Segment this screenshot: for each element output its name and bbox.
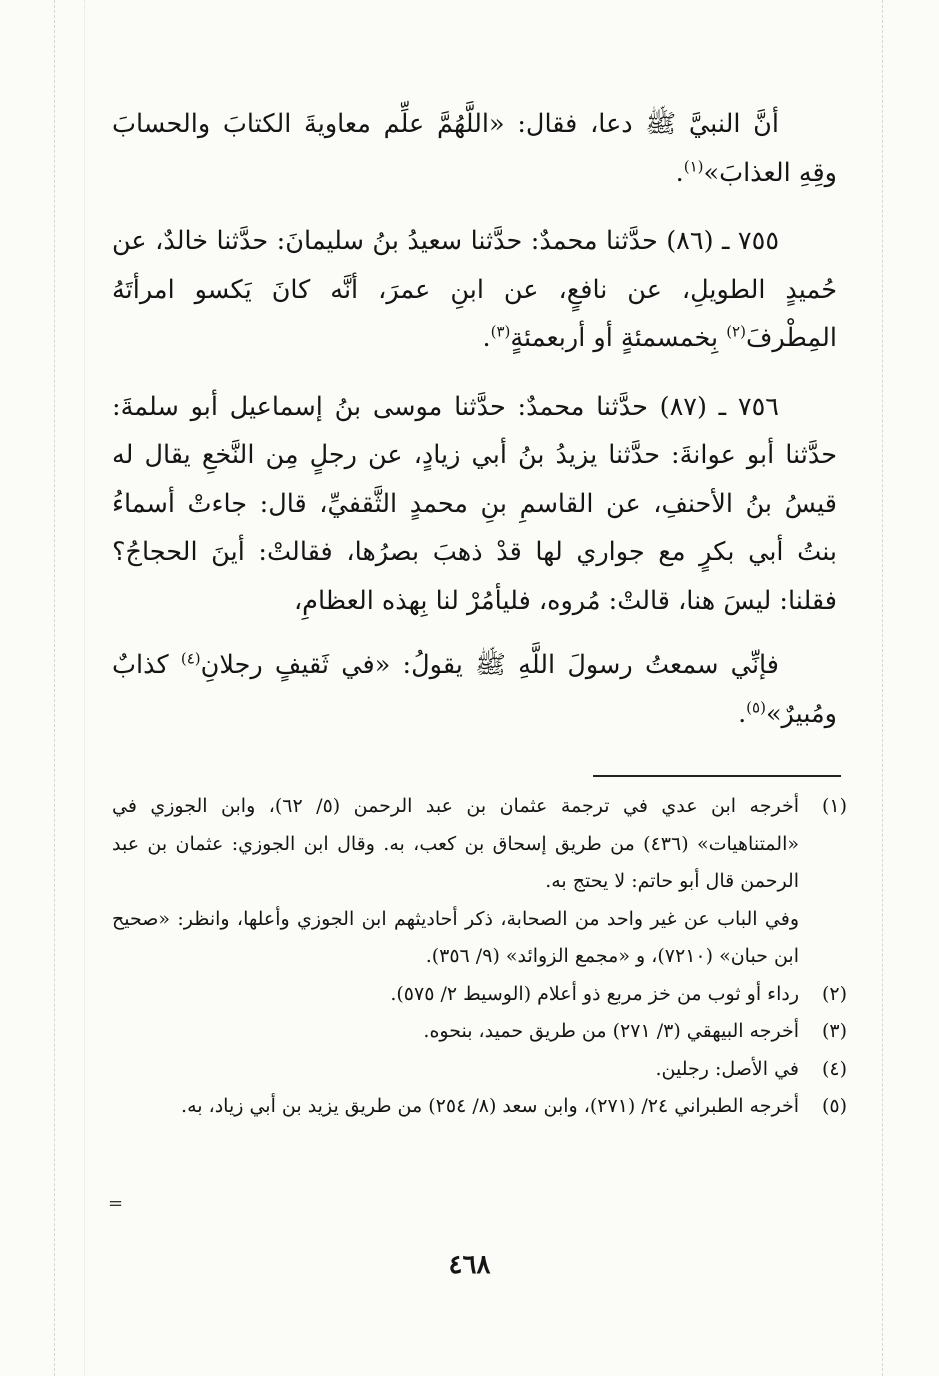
footnote-ref-2: (٢) — [726, 322, 746, 341]
hadith-756-quote: فإنِّي سمعتُ رسولَ اللَّهِ ﷺ يقولُ: «في ثَقيفٍ رجلانِ$^{(٤)}$ كذابٌ ومُبيرٌ»$^{(٥)}$. — [112, 649, 837, 729]
footnote-4 — [112, 1051, 847, 1089]
footnote-2 — [112, 976, 847, 1014]
footnote-number: (٥) — [821, 1095, 847, 1117]
continuation-mark: = — [108, 1193, 124, 1214]
footnote-text: رداء أو ثوب من خز مربع ذو أعلام (الوسيط ٢/ ٥٧٥). — [390, 982, 799, 1005]
main-text — [112, 100, 837, 738]
hadith-755: ٧٥٥ ـ (٨٦) حدَّثنا محمدٌ: حدَّثنا سعيدُ بنُ سليمانَ: حدَّثنا خالدٌ، عن حُميدٍ الطويلِ، عن نافعٍ، عن ابنِ عمرَ، أنَّه كانَ يَكسو امرأتَهُ المِطْرفَ$^{(٢)}$ بِخمسمئةٍ أو أربعمئةٍ$^{(٣)}$. — [112, 226, 837, 353]
footnote-number: (٣) — [821, 1020, 847, 1042]
footnote-5 — [112, 1088, 847, 1126]
margin-guide-left — [54, 0, 55, 1376]
hadith-756: ٧٥٦ ـ (٨٧) حدَّثنا محمدٌ: حدَّثنا موسى بنُ إسماعيل أبو سلمةَ: حدَّثنا أبو عوانةَ: حدَّثنا يزيدُ بنُ أبي زيادٍ، عن رجلٍ مِن النَّخعِ يقال له قيسُ بنُ الأحنفِ، عن القاسمِ بنِ محمدٍ الثَّقفيِّ، قال: جاءتْ أسماءُ بنتُ أبي بكرٍ مع جواري لها قدْ ذهبَ بصرُها، فقالتْ: أينَ الحجاجُ؟ فقلنا: ليسَ هنا، قالتْ: مُروه، فليأمُرْ لنا بِهذه العظامِ، — [112, 391, 837, 616]
footnote-ref-4: (٤) — [180, 649, 201, 668]
footnote-3 — [112, 1013, 847, 1051]
footnote-ref-1: (١) — [683, 157, 704, 175]
footnote-text: في الأصل: رجلين. — [655, 1057, 799, 1080]
footnote-number: (٤) — [821, 1057, 847, 1080]
footnote-separator — [593, 775, 841, 777]
footnote-ref-5: (٥) — [746, 698, 766, 716]
footnote-1 — [112, 788, 847, 976]
footnotes — [112, 788, 847, 1126]
footnote-number: (٢) — [821, 982, 847, 1005]
margin-guide-right — [882, 0, 883, 1376]
footnote-text: أخرجه البيهقي (٣/ ٢٧١) من طريق حميد، بنحوه. — [423, 1020, 799, 1042]
footnote-text: وفي الباب عن غير واحد من الصحابة، ذكر أحاديثهم ابن الجوزي وأعلها، وانظر: «صحيح ابن حبان» (٧٢١٠)، و «مجمع الزوائد» (٩/ ٣٥٦). — [112, 907, 799, 967]
margin-guide-inner — [84, 0, 85, 1376]
footnote-text: أخرجه الطبراني ٢٤/ (٢٧١)، وابن سعد (٨/ ٢٥٤) من طريق يزيد بن أبي زياد، به. — [181, 1095, 799, 1117]
page-number: ٤٦٨ — [448, 1250, 491, 1280]
paragraph-intro: أنَّ النبيَّ ﷺ دعا، فقال: «اللَّهُمَّ علِّم معاويةَ الكتابَ والحسابَ وقِهِ العذابَ»$^{(١)}$. — [112, 109, 837, 188]
footnote-ref-3: (٣) — [490, 322, 511, 341]
footnote-text: أخرجه ابن عدي في ترجمة عثمان بن عبد الرحمن (٥/ ٦٢)، وابن الجوزي في «المتناهيات» (٤٣٦) من طريق إسحاق بن كعب، به. وقال ابن الجوزي: عثمان بن عبد الرحمن قال أبو حاتم: لا يحتج به. — [112, 795, 799, 892]
footnote-number: (١) — [821, 795, 847, 817]
